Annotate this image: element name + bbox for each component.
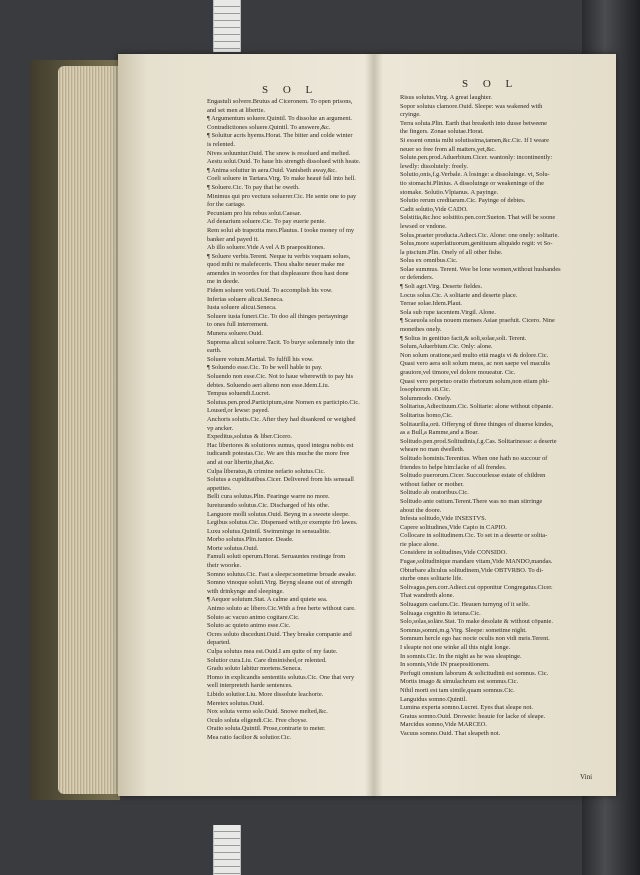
text-line: Solute.pen.prod.Aduerbium.Cicer. wantonly: incontinently: — [400, 154, 553, 162]
text-line: tio stomachi.Plinius. A dissoluinge or weakeninge of the — [400, 179, 544, 187]
text-line: Fugae,solitudinique mandare vitam,Vide MANDO,mandas. — [400, 558, 553, 566]
text-line: Soluere votum.Martial. To fulfill his vow. — [207, 355, 314, 363]
text-line: Luxu solutus.Quintil. Swimminge in sensualitie. — [207, 527, 331, 535]
text-line: without father or mother. — [400, 480, 464, 488]
text-line: Non solum oratione,sed multo etiā magis vi & dolore.Cic. — [400, 351, 549, 359]
text-line: That wandreth alone. — [400, 592, 455, 600]
text-line: appetites. — [207, 484, 232, 492]
text-line: me in deede. — [207, 278, 240, 286]
text-line: to ones full interrement. — [207, 321, 269, 329]
text-line: Soluere iusta funeri.Cic. To doo all thinges pertayninge — [207, 312, 349, 320]
text-line: Aestu solui.Ouid. To haue his strength dissolued with heate. — [207, 158, 361, 166]
text-line: Risus solutus.Virg. A great laughter. — [400, 94, 492, 101]
text-line: lewdly: dissolutely: freely. — [400, 162, 468, 170]
text-line: Sopor solutus clamore.Ouid. Sleepe: was wakened with — [400, 102, 543, 110]
text-line: ¶ Anima soluitur in aera.Ouid. Vanisheth away,&c. — [207, 166, 337, 174]
text-line: Fidem soluere voti.Ouid. To accomplish his vow. — [207, 287, 333, 295]
text-line: about the doore. — [400, 506, 442, 514]
right-column — [400, 94, 588, 739]
text-line: Solitarius,Adiectiuum.Cic. Solitarie: alone without cōpanie. — [400, 403, 553, 411]
text-line: Famuli soluti operum.Horat. Seruauntes restinge from — [207, 553, 346, 561]
text-line: Locus solus.Cic. A solitarie and deserte place. — [400, 291, 518, 299]
text-line: Oculo soluta eligendi.Cic. Free choyse. — [207, 716, 308, 724]
text-line: ¶ Soluere.Cic. To pay that he oweth. — [207, 183, 300, 191]
text-line: Oratio soluta.Quintil. Prose,contrarie to meter. — [207, 725, 326, 733]
text-line: Morbo solutus.Plin.iunior. Deade. — [207, 536, 294, 544]
text-line: Culpa solutus mea est.Ouid.I am quite of my faute. — [207, 648, 338, 655]
text-line: Belli cura solutus.Plin. Fearinge warre no more. — [207, 493, 330, 501]
text-line: vp ancker. — [207, 424, 234, 432]
text-line: Mea ratio facilior & solutior.Cic. — [207, 733, 292, 741]
text-line: Expeditus,solutus & liber.Cicero. — [207, 433, 293, 441]
running-head-left: S O L — [262, 84, 319, 96]
text-line: Soliuaga cognitio & ieiuna.Cic. — [400, 609, 481, 617]
text-line: Solummodo. Onely. — [400, 394, 452, 402]
text-line: Solivagus,pen.corr.Adiect.cui opponitur Congregatus.Cicer. — [400, 583, 553, 591]
text-line: Loused,or lewse: payed. — [207, 407, 270, 415]
left-column — [207, 98, 397, 743]
text-line: ¶ Solius in genitiuo facit,& soli,solae,soli. Terent. — [400, 334, 527, 342]
text-line: Ab illo soluere.Vide A vel A B praepositiones. — [207, 244, 326, 252]
text-line: Solae summus. Terent. Wee be lone women,without husbandes — [400, 265, 561, 273]
text-line: Solitaurilia,orū. Offeryng of three thinges of diuerse kindes, — [400, 420, 554, 428]
text-line: Ocres soluto discedunt.Ouid. They breake companie and — [207, 630, 352, 638]
text-line: Engastuli solvere.Brutus ad Ciceronem. To open prisons, — [207, 98, 353, 105]
text-line: the fingers. Zonae solutae.Horat. — [400, 128, 484, 136]
text-line: Nihil morti est tam simile,quam somnus.Cic. — [400, 686, 515, 694]
text-line: Solitudo ante ostium.Terent.There was no man stirringe — [400, 497, 543, 505]
text-line: Collocare in solitudinem.Cic. To set in a deserte or solita- — [400, 532, 548, 540]
text-line: earth. — [207, 347, 222, 355]
text-line: ¶ Soluere verbis.Terent. Neque tu verbis vsquam solues, — [207, 252, 351, 260]
text-line: ¶ Scaeuola solus nouem menses Asiae praefuit. Cicero. Nine — [400, 317, 555, 325]
text-line: grauiore,vel timore,vel dolore moueatur. Cic. — [400, 369, 516, 376]
text-line: Munera soluere.Ouid. — [207, 330, 263, 338]
text-line: Solum,Aduerbium.Cic. Only: alone. — [400, 343, 493, 351]
text-line: or defenders. — [400, 274, 434, 282]
text-line: and at our libertie,that,&c. — [207, 458, 275, 466]
text-line: Soluendo non esse.Cic. Not to haue wherewith to pay his — [207, 373, 354, 380]
text-line: Terra soluta.Plin. Earth that breaketh into dusse betweene — [400, 119, 548, 127]
text-line: is relented. — [207, 140, 236, 148]
text-line: Solstitia,&c.hoc solstitio.pen.corr.Sueton. That will be soone — [400, 214, 556, 222]
text-line: Libido solutior.Liu. More dissolute leachorie. — [207, 690, 324, 698]
text-line: ¶ Soluitur acris hyems.Horat. The bitter and colde winter — [207, 132, 353, 140]
text-line: Solitudo.pen.prod.Solitudinis,f.g.Cas. Solitarinesse: a deserte — [400, 437, 557, 445]
text-line: Culpa liberatus,& crimine nefario solutus.Cic. — [207, 467, 326, 475]
text-line: Somno vinoque soluti.Virg. Beyng sleane out of strength — [207, 579, 353, 587]
text-line: Gratus somno.Ouid. Drowsie: heauie for lacke of sleape. — [400, 712, 546, 720]
text-line: Somnum hercle ego hac nocte oculis non vidi meis.Terent. — [400, 635, 550, 643]
text-line: well interpreteth harde sentences. — [207, 682, 293, 690]
text-line: departed. — [207, 639, 231, 647]
text-line: In somnis,Vide IN praepositionem. — [400, 661, 490, 669]
text-line: Sola sub rupe iacentem.Virgil. Alone. — [400, 308, 496, 316]
text-line: Solitudo puerorum.Cicer. Succourlesse estate of children — [400, 472, 546, 480]
text-line: Legibus solutus.Cic. Dispensed with,or exempte frō lawes. — [207, 519, 358, 527]
text-line: Capere solitudines,Vide Capio in CAPIO. — [400, 523, 507, 531]
text-line: Suprema alicui soluere.Tacit. To burye solemnely into the — [207, 338, 355, 346]
running-head-right: S O L — [462, 78, 519, 90]
text-line: Meretex solutus.Ouid. — [207, 699, 264, 707]
text-line: Coeli soluere in Tartara.Virg. To make heauē fall into hell. — [207, 175, 356, 183]
text-line: Languidus somno.Quintil. — [400, 695, 467, 703]
text-line: Si essent omnia mihi solutissima,tamen,&c.Cic. If I weare — [400, 136, 549, 144]
text-line: Terrae solae.Idem.Plaut. — [400, 300, 463, 308]
text-line: Somno solutus.Cic. Fast a sleepe:sometime broade awake. — [207, 570, 357, 578]
text-line: Mortis imago & simulachrum est somnus.Cic. — [400, 678, 519, 686]
text-line: ¶ Aequor solutum.Stat. A calme and quiete sea. — [207, 596, 328, 604]
text-line: I sleapte not one winke all this night longe. — [400, 644, 511, 651]
text-line: monethes onely. — [400, 326, 442, 334]
text-line: amendes in woordes for that displeasure thou hast done — [207, 269, 349, 277]
text-line: Tempus soluendi.Lucret. — [207, 390, 271, 398]
text-line: Solutus a cupiditatibus.Cicer. Delivered from his sensuall — [207, 476, 354, 484]
text-line: debtes. Soluendo aeri alieno non esse.Idem.Liu. — [207, 381, 330, 389]
text-line: friendes to helpe him:lacke of all frendes. — [400, 463, 507, 471]
text-line: Perfugii omnium laborum & solicitudinū est somnus. Cic. — [400, 669, 549, 677]
text-line: Solitudo hominis.Terentius. When one hath no succour of — [400, 454, 548, 462]
text-line: Anchoris solutis.Cic. After they had disankred or weighed — [207, 415, 356, 423]
text-line: Lumina experta somno.Lucret. Eyes that sleape not. — [400, 704, 533, 712]
text-line: Infesta solitudo,Vide INSESTVS. — [400, 515, 487, 523]
text-line: Soliuagum caelum.Cic. Heauen turnyng of it selfe. — [400, 601, 530, 609]
text-line: Solus,praeter producta.Adiect.Cic. Alone: one onely: solitarie. — [400, 231, 560, 239]
text-line: Rem solui ab trapezita meo.Plautus. I tooke money of my — [207, 226, 355, 234]
text-line: Solutio,onis,f.g.Verbale. A losinge: a dissoluinge. vt, Solu- — [400, 171, 550, 179]
text-line: their woorke. — [207, 562, 242, 570]
text-line: Languore molli solutus.Ouid. Beyng in a sweete sleepe. — [207, 510, 350, 518]
text-line: with drinkynge and sleepinge. — [207, 587, 285, 595]
text-line: iudicandi potestas.Cic. We are this muche the more free — [207, 450, 350, 458]
text-line: Contradictiones soluere.Quintil. To answere,&c. — [207, 123, 331, 131]
text-line: Iusta soluere alicui.Seneca. — [207, 304, 277, 312]
text-line: Pecuniam pro his rebus solui.Caesar. — [207, 209, 302, 217]
text-line: Obturbare aliculus solitudinem,Vide OBTVRBO. To di- — [400, 566, 544, 574]
text-line: Vacuus somno.Ouid. That sleapeth not. — [400, 729, 501, 737]
text-line: for the cariage. — [207, 201, 246, 209]
text-line: wheare no man dwelleth. — [400, 446, 465, 454]
text-line: lewsed or vndone. — [400, 222, 447, 230]
text-line: Ad denarium soluere.Cic. To pay euerie penie. — [207, 218, 326, 226]
text-line: Considere in solitudines,Vide CONSIDO. — [400, 549, 508, 557]
text-line: neuer so free from all matters,yet,&c. — [400, 145, 496, 153]
text-line: Solutior cura.Liu. Care diminished,or relented. — [207, 656, 327, 664]
text-line: Solitarius homo,Cic. — [400, 411, 453, 419]
text-line: ¶ Argumentum soluere.Quintil. To dissolue an argument. — [207, 115, 352, 123]
text-line: Solutus.pen.prod.Participium,sine Nomen ex participio.Cic. — [207, 398, 360, 406]
text-line: Soluto ac quieto animo esse.Cic. — [207, 622, 291, 630]
catchword: Vini — [580, 773, 593, 781]
text-line: Solus,more superlatiuorum,genitiuum aliquādo regit: vt So- — [400, 240, 553, 248]
text-line: as a Bull,a Ramme,and a Boar. — [400, 429, 479, 437]
text-line: banker and payed it. — [207, 235, 259, 243]
text-line: sturbe ones solitarie life. — [400, 575, 463, 583]
text-line: Solutio rerum creditarum.Cic. Payinge of debtes. — [400, 197, 526, 205]
text-line: Inferias soluere alicui.Seneca. — [207, 295, 284, 303]
text-line: Marcidus somno,Vide MARCEO. — [400, 721, 487, 729]
text-line: la piscium.Plin. Onely of all other fishe. — [400, 248, 503, 256]
text-line: Quasi vero aera soli solum meus, ac non saepe vel maculis — [400, 360, 550, 368]
text-line: stomake. Solutio.Vlpianus. A payinge. — [400, 188, 499, 196]
text-line: Soluto ac vacuo animo cogitare.Cic. — [207, 613, 300, 621]
text-line: rie place alone. — [400, 540, 439, 548]
text-line: Solitudo ab oratoribus.Cic. — [400, 489, 469, 497]
text-line: Homo in explicandis sententiis solutus.Cic. One that very — [207, 673, 355, 681]
text-line: Morte solutus.Ouid. — [207, 544, 259, 552]
text-line: Cadit solutio,Vide CADO. — [400, 205, 468, 213]
scale-ruler-bottom — [213, 825, 241, 875]
text-line: Solo,solas,solāre.Stat. To make desolate & without cōpanie. — [400, 618, 553, 626]
text-line: ¶ Soluendo esse.Cic. To be well hable to pay. — [207, 364, 323, 372]
text-line: ¶ Soli agri.Virg. Deserte fieldes. — [400, 283, 483, 291]
text-line: quod mihi re malefeceris. Thou shalte neuer make me — [207, 261, 345, 269]
text-line: Nox soluta verno sole.Ouid. Snowe melted,&c. — [207, 708, 328, 716]
text-line: In somnis.Cic. In the night as he was sleapinge. — [400, 652, 522, 660]
scale-ruler-top — [213, 0, 241, 52]
text-line: Somnus,somni,m.g.Virg. Sleepe: sometime night. — [400, 626, 527, 634]
text-line: losophorum sit.Cic. — [400, 386, 451, 394]
text-line: Hac liberiores & solutiores sumus, quod integra nobis est — [207, 441, 354, 449]
text-line: Nives soluuntur.Ouid. The snow is resolued and melted. — [207, 149, 351, 157]
text-line: Gradu soluto labitur mortens.Seneca. — [207, 665, 302, 673]
text-line: cryinge. — [400, 111, 421, 119]
text-line: Minimus qui pro vectura soluerer.Cic. He sente one to pay — [207, 192, 357, 200]
text-line: Animo soluto ac libero.Cic.With a free herte without care. — [207, 605, 356, 613]
text-line: Iureiurando solutus.Cic. Discharged of his othe. — [207, 501, 330, 509]
text-line: Quasi vero perpetuo oratio rhetorum solum,non etiam phi- — [400, 377, 550, 385]
text-line: Solus ex omnibus.Cic. — [400, 257, 458, 265]
page-block-edge — [58, 66, 122, 794]
text-line: and set men at libertie. — [207, 106, 266, 114]
